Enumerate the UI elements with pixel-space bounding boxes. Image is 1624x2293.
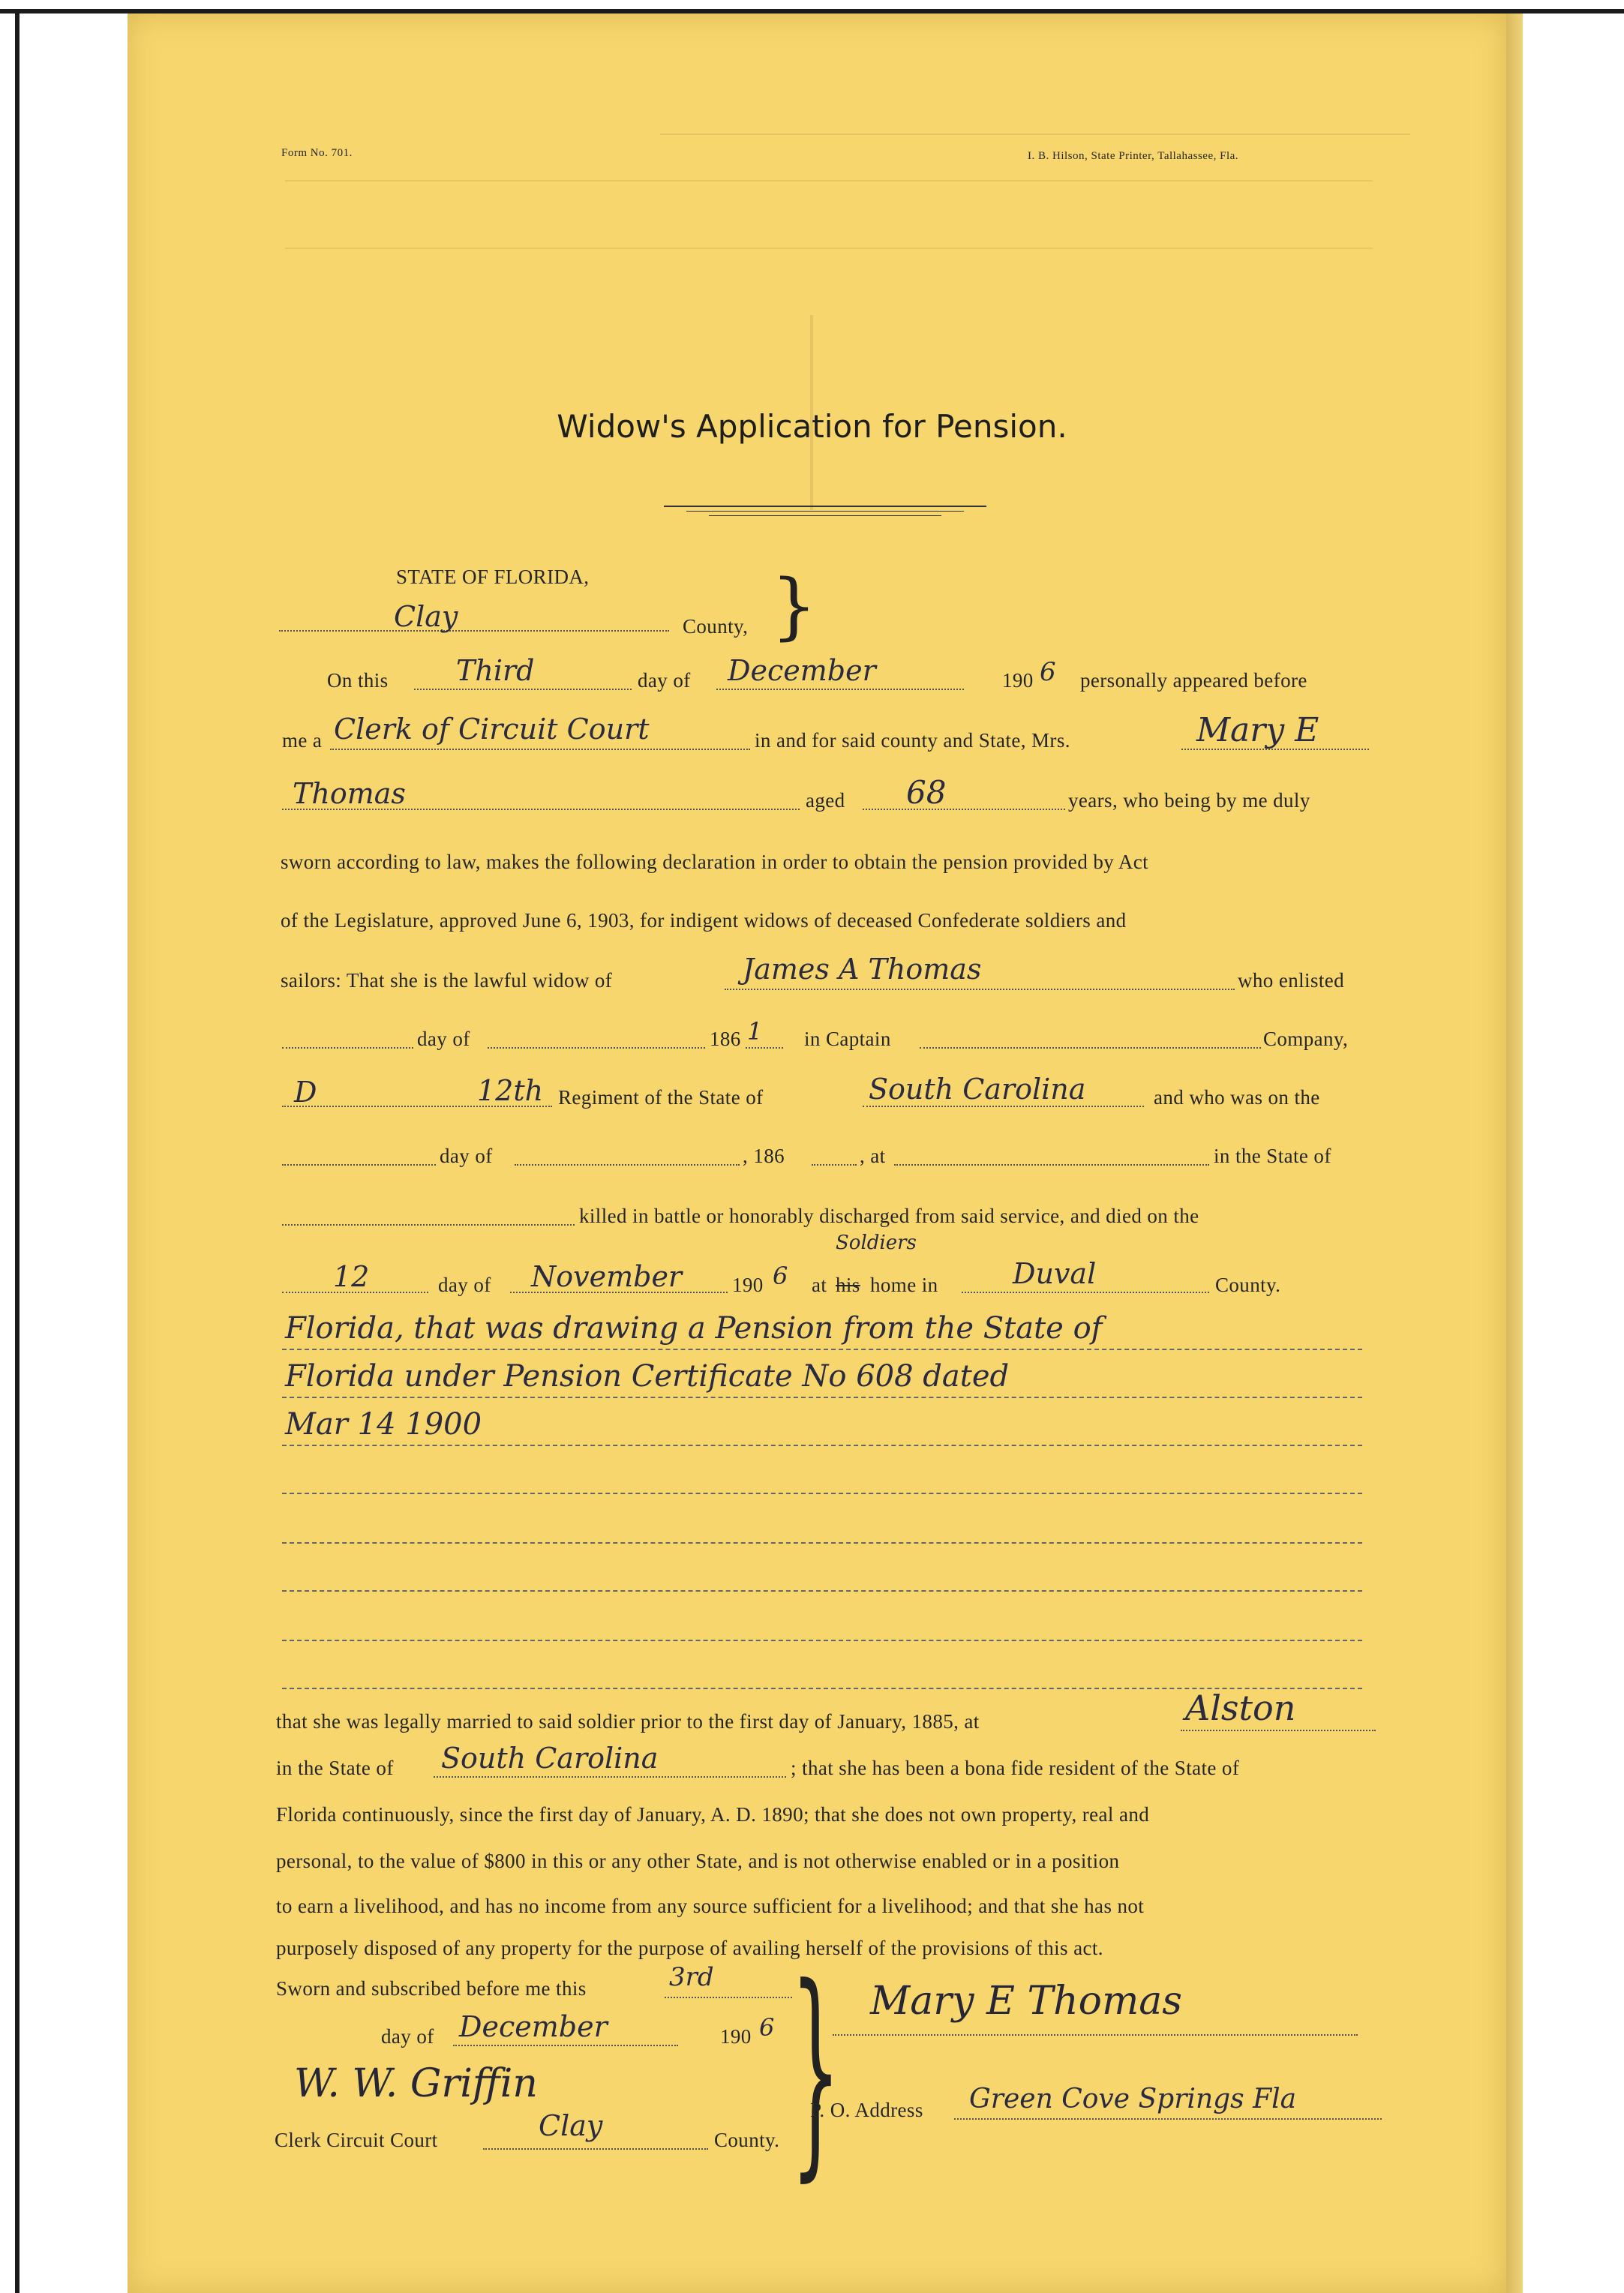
enlist-day-blank (282, 1047, 413, 1049)
sworn-day-value: 3rd (669, 1962, 714, 1992)
title-rule (686, 511, 964, 512)
text-purposely-line: purposely disposed of any property for the purpose of availing herself of the provisions of this act. (276, 1937, 1103, 1959)
text-on-this: On this (327, 669, 389, 692)
text-regiment-of: Regiment of the State of (558, 1086, 764, 1109)
clerk-county-value: Clay (539, 2109, 603, 2142)
state-label: STATE OF FLORIDA, (396, 566, 590, 588)
printer-credit: I. B. Hilson, State Printer, Tallahassee, Fla. (1028, 150, 1239, 162)
po-address-blank (954, 2118, 1382, 2120)
death-month-value: November (531, 1260, 683, 1293)
text-home-in: home in (870, 1274, 938, 1296)
age-blank (863, 809, 1065, 810)
text-year: 190 (1002, 669, 1034, 692)
text-at-home: at (812, 1274, 827, 1296)
soldier-name: James A Thomas (743, 953, 982, 986)
text-in-and-for: in and for said county and State, Mrs. (755, 729, 1070, 752)
year-value: 6 (1040, 657, 1056, 687)
text-enlist-year: 186 (710, 1028, 741, 1050)
text-earn-line: to earn a livelihood, and has no income from any source sufficient for a livelihood; and that she has not (276, 1895, 1145, 1917)
clerk-county-blank (483, 2148, 708, 2150)
scan-edge-left (15, 9, 20, 2293)
title-rule (709, 515, 941, 516)
sworn-day-blank (665, 1997, 792, 1998)
title-rule (664, 506, 986, 507)
remarks-line (282, 1397, 1362, 1398)
text-florida-line: Florida continuously, since the first day of January, A. D. 1890; that she does not own property, real and (276, 1803, 1150, 1826)
form-number: Form No. 701. (281, 147, 353, 159)
text-sworn-year: 190 (720, 2025, 752, 2048)
remarks-line (282, 1445, 1362, 1446)
remarks-line (282, 1590, 1362, 1592)
death-county-blank (962, 1292, 1209, 1293)
discharge-place-blank (894, 1164, 1209, 1166)
month-blank (716, 689, 964, 690)
text-and-who: and who was on the (1154, 1086, 1320, 1109)
marriage-state-blank (434, 1776, 786, 1778)
text-in-captain: in Captain (804, 1028, 891, 1050)
text-sworn-line: sworn according to law, makes the following declaration in order to obtain the pension provided by Act (281, 851, 1149, 873)
day-value: Third (456, 654, 535, 687)
bleed-through-mark (285, 180, 1373, 200)
clerk-signature: W. W. Griffin (294, 2061, 538, 2106)
text-death-year: 190 (732, 1274, 764, 1296)
marriage-state-value: South Carolina (441, 1742, 659, 1775)
text-me-a: me a (282, 729, 323, 752)
remarks-line (282, 1349, 1362, 1350)
page-title: Widow's Application for Pension. (557, 408, 1067, 445)
age-value: 68 (906, 774, 947, 811)
sworn-month-blank (453, 2045, 678, 2046)
text-killed-line: killed in battle or honorably discharged from said service, and died on the (579, 1205, 1199, 1227)
discharge-month-blank (515, 1164, 740, 1166)
death-year-value: 6 (773, 1262, 788, 1290)
remarks-line (282, 1493, 1362, 1494)
text-legislature-line: of the Legislature, approved June 6, 1903, for indigent widows of deceased Confederate soldiers and (281, 909, 1127, 932)
soldier-blank (725, 989, 1235, 990)
county-label: County, (683, 615, 749, 638)
text-in-the-state: in the State of (276, 1757, 394, 1779)
officer-value: Clerk of Circuit Court (334, 713, 650, 746)
discharge-day-blank (282, 1164, 436, 1166)
venue-brace: } (771, 564, 818, 648)
text-his-struck: his (836, 1274, 860, 1296)
county-value: Clay (394, 600, 458, 633)
month-value: December (728, 654, 876, 687)
text-sailors: sailors: That she is the lawful widow of (281, 969, 613, 992)
text-personal-line: personal, to the value of $800 in this or any other State, and is not otherwise enabled or in a position (276, 1850, 1120, 1872)
text-po-address: P. O. Address (810, 2099, 923, 2121)
po-address-value: Green Cove Springs Fla (969, 2084, 1297, 2114)
text-clerk-circuit-court: Clerk Circuit Court (275, 2129, 438, 2151)
text-years: years, who being by me duly (1068, 789, 1310, 812)
death-day-value: 12 (333, 1260, 370, 1293)
text-aged: aged (806, 789, 845, 812)
discharge-year-blank (812, 1164, 857, 1166)
enlist-year-value: 1 (747, 1017, 763, 1046)
remarks-line (282, 1640, 1362, 1641)
sworn-year-value: 6 (759, 2013, 775, 2042)
day-blank (414, 689, 632, 690)
applicant-signature: Mary E Thomas (870, 1979, 1182, 2024)
remarks-line-2: Florida under Pension Certificate No 608 dated (285, 1359, 1010, 1394)
applicant-last-name: Thomas (293, 777, 406, 810)
applicant-first-name: Mary E (1196, 711, 1319, 749)
text-married: that she was legally married to said soldier prior to the first day of January, 1885, at (276, 1710, 980, 1733)
regiment-value: 12th (477, 1074, 544, 1107)
text-day-of: day of (638, 669, 691, 692)
text-in-state-of: in the State of (1214, 1145, 1331, 1167)
remarks-line (282, 1542, 1362, 1544)
sworn-month-value: December (459, 2010, 608, 2043)
regiment-state-blank (863, 1106, 1144, 1107)
officer-blank (330, 749, 750, 750)
discharge-state-blank (282, 1224, 575, 1226)
bleed-through-mark (285, 248, 1373, 267)
text-sworn-day-of: day of (381, 2025, 434, 2048)
text-company: Company, (1263, 1028, 1349, 1050)
death-county-value: Duval (1013, 1257, 1097, 1290)
text-who-enlisted: who enlisted (1238, 969, 1345, 992)
text-resident: ; that she has been a bona fide resident of the State of (791, 1757, 1240, 1779)
remarks-line-1: Florida, that was drawing a Pension from the State of (285, 1311, 1103, 1346)
text-discharge-day-of: day of (440, 1145, 493, 1167)
signature-brace: } (791, 1939, 841, 2201)
marriage-place-value: Alston (1185, 1688, 1296, 1728)
captain-blank (920, 1047, 1261, 1049)
county-blank (279, 630, 669, 632)
enlist-month-blank (488, 1047, 705, 1049)
company-value: D (294, 1076, 317, 1109)
text-personally: personally appeared before (1080, 669, 1307, 692)
signature-blank (833, 2034, 1358, 2036)
remarks-line-3: Mar 14 1900 (285, 1407, 482, 1442)
text-county: County. (1215, 1274, 1281, 1296)
page-edge-strip (1506, 14, 1523, 2293)
text-sworn-subscribed: Sworn and subscribed before me this (276, 1977, 587, 2000)
text-clerk-county: County. (714, 2129, 780, 2151)
text-death-day-of: day of (438, 1274, 491, 1296)
enlist-year-blank (746, 1047, 783, 1049)
regiment-state-value: South Carolina (869, 1073, 1086, 1106)
soldiers-insertion: Soldiers (836, 1232, 917, 1254)
marriage-place-blank (1181, 1730, 1376, 1731)
text-at: , at (860, 1145, 886, 1167)
text-discharge-year: , 186 (743, 1145, 785, 1167)
text-enlist-day-of: day of (417, 1028, 470, 1050)
